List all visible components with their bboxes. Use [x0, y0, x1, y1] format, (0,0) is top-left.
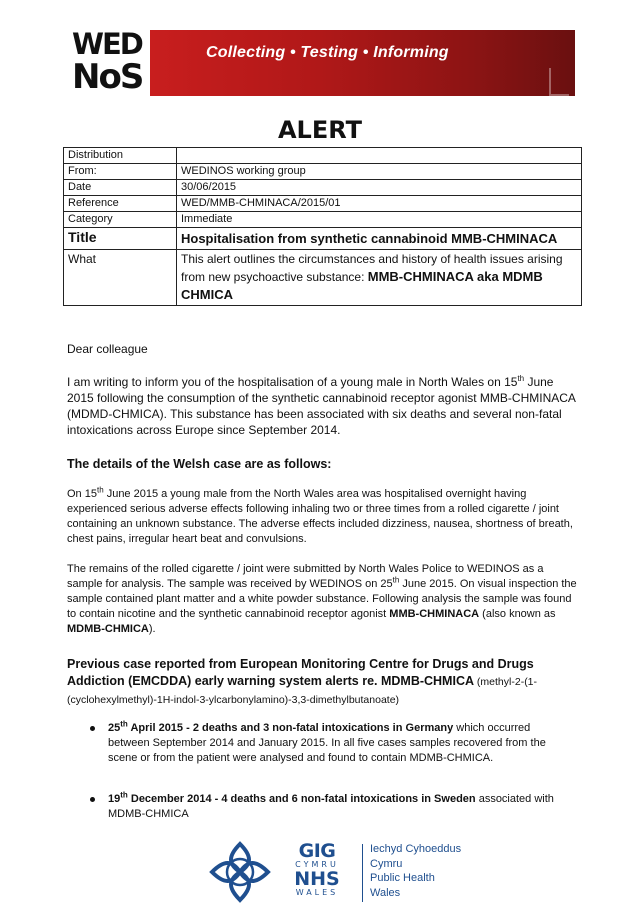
case2-text-c: (also known as	[479, 608, 556, 620]
header-banner	[150, 30, 575, 96]
public-health-wales-logo	[208, 840, 462, 906]
row-label-date: Date	[64, 180, 177, 196]
row-value-distribution	[177, 148, 582, 164]
table-row-what	[64, 250, 582, 306]
bullet-sup: th	[120, 790, 128, 800]
salutation: Dear colleague	[67, 342, 148, 356]
nhs-wales-wordmark	[280, 842, 354, 898]
previous-heading-chemical: (methyl-2-(1-(cyclohexylmethyl)-1H-indol-3-ylcarbonylamino)-3,3-dimethylbutanoate)	[67, 676, 538, 706]
case-paragraph-1	[67, 487, 579, 547]
organisation-name	[370, 842, 480, 900]
wales-text: WALES	[295, 888, 339, 897]
intro-paragraph	[67, 374, 579, 438]
row-value-what	[177, 250, 582, 306]
row-label-reference: Reference	[64, 196, 177, 212]
row-value-title: Hospitalisation from synthetic cannabinoid MMB-CHMINACA	[177, 228, 582, 250]
bullet-day: 19	[108, 793, 121, 805]
bullet-sup: th	[120, 719, 128, 729]
row-label-distribution: Distribution	[64, 148, 177, 164]
row-value-date: 30/06/2015	[177, 180, 582, 196]
case2-sup: th	[392, 575, 400, 585]
row-value-category: Immediate	[177, 212, 582, 228]
english-name-line-1: Public Health	[370, 872, 435, 884]
table-row	[64, 196, 582, 212]
intro-text-b: June 2015 following the consumption of the synthetic cannabinoid receptor agonist MMB-CHMINACA (MDMD-CHMICA). This substance has been associated with six deaths and several non-fatal intoxications across Europe since September 2014.	[67, 375, 576, 437]
what-substance: MMB-CHMINACA aka MDMB CHMICA	[181, 269, 543, 302]
english-name-line-2: Wales	[370, 886, 401, 899]
welsh-case-heading: The details of the Welsh case are as follows:	[67, 457, 332, 471]
case2-text-b: June 2015. On visual inspection the sample contained plant matter and a white powder substance. Following analysis the sample was found to contain nicotine and the synthetic cannabinoid receptor agonist	[67, 578, 577, 620]
bullet-icon	[90, 726, 95, 731]
bullet-rest-text: associated with MDMB-CHMICA	[108, 793, 554, 820]
page-title: ALERT	[277, 116, 363, 144]
welsh-name-line-2: Cymru	[370, 857, 403, 870]
celtic-knot-icon	[208, 840, 272, 904]
table-row-title	[64, 228, 582, 250]
previous-cases-heading	[67, 656, 579, 709]
row-value-reference: WED/MMB-CHMINACA/2015/01	[177, 196, 582, 212]
bullet-bold-text: December 2014 - 4 deaths and 6 non-fatal intoxications in Sweden	[127, 793, 476, 805]
logo-text-top: WED	[72, 27, 142, 61]
nhs-text: NHS	[294, 868, 340, 890]
wedinos-logo	[72, 27, 152, 97]
bullet-bold-text: April 2015 - 2 deaths and 3 non-fatal intoxications in Germany	[127, 722, 454, 734]
case1-text-b: June 2015 a young male from the North Wales area was hospitalised overnight having experienced serious adverse effects following inhaling two or three times from a rolled cigarette / joint containing an unknown substance. The adverse effects included dizziness, nausea, shortness of breath, chest pains, irregular heart beat and convulsions.	[67, 488, 573, 545]
case2-text-a: The remains of the rolled cigarette / joint were submitted by North Wales Police to WEDINOS as a sample for analysis. The sample was received by WEDINOS on 25	[67, 563, 544, 590]
banner-figure-decoration	[549, 68, 569, 96]
case2-text-d: ).	[148, 623, 156, 635]
table-row	[64, 148, 582, 164]
cymru-text: CYMRU	[295, 860, 339, 869]
alert-info-table	[63, 147, 582, 306]
table-row	[64, 212, 582, 228]
bullet-rest-text: which occurred between September 2014 and January 2015. In all five cases samples recovered from the scene or from the patient were analysed and found to contain MDMB-CHMICA.	[108, 722, 546, 764]
case1-sup: th	[96, 485, 104, 495]
list-item	[88, 792, 568, 822]
table-row	[64, 180, 582, 196]
bullet-day: 25	[108, 722, 121, 734]
logo-divider	[362, 844, 363, 902]
banner-tagline: Collecting • Testing • Informing	[206, 44, 449, 61]
case2-substance-2: MDMB-CHMICA	[67, 623, 149, 635]
intro-text-a: I am writing to inform you of the hospitalisation of a young male in North Wales on 15	[67, 375, 518, 389]
previous-cases-list	[88, 721, 568, 848]
table-row	[64, 164, 582, 180]
previous-heading-text: Previous case reported from European Monitoring Centre for Drugs and Drugs Addiction (EMCDDA) early warning system alerts re. MDMB-CHMICA	[67, 657, 534, 688]
row-value-from: WEDINOS working group	[177, 164, 582, 180]
row-label-what: What	[64, 250, 177, 306]
bullet-icon	[90, 797, 95, 802]
row-label-category: Category	[64, 212, 177, 228]
row-label-from: From:	[64, 164, 177, 180]
intro-sup: th	[517, 374, 525, 383]
case2-substance-1: MMB-CHMINACA	[389, 608, 480, 620]
case-paragraph-2	[67, 562, 579, 637]
what-text: This alert outlines the circumstances and history of health issues arising from new psychoactive substance:	[181, 252, 563, 284]
list-item	[88, 721, 568, 766]
case1-text-a: On 15	[67, 488, 97, 500]
logo-text-bottom: NoS	[72, 57, 143, 97]
row-label-title: Title	[64, 228, 177, 250]
welsh-name-line-1: Iechyd Cyhoeddus	[370, 843, 462, 855]
gig-text: GIG	[298, 840, 336, 862]
